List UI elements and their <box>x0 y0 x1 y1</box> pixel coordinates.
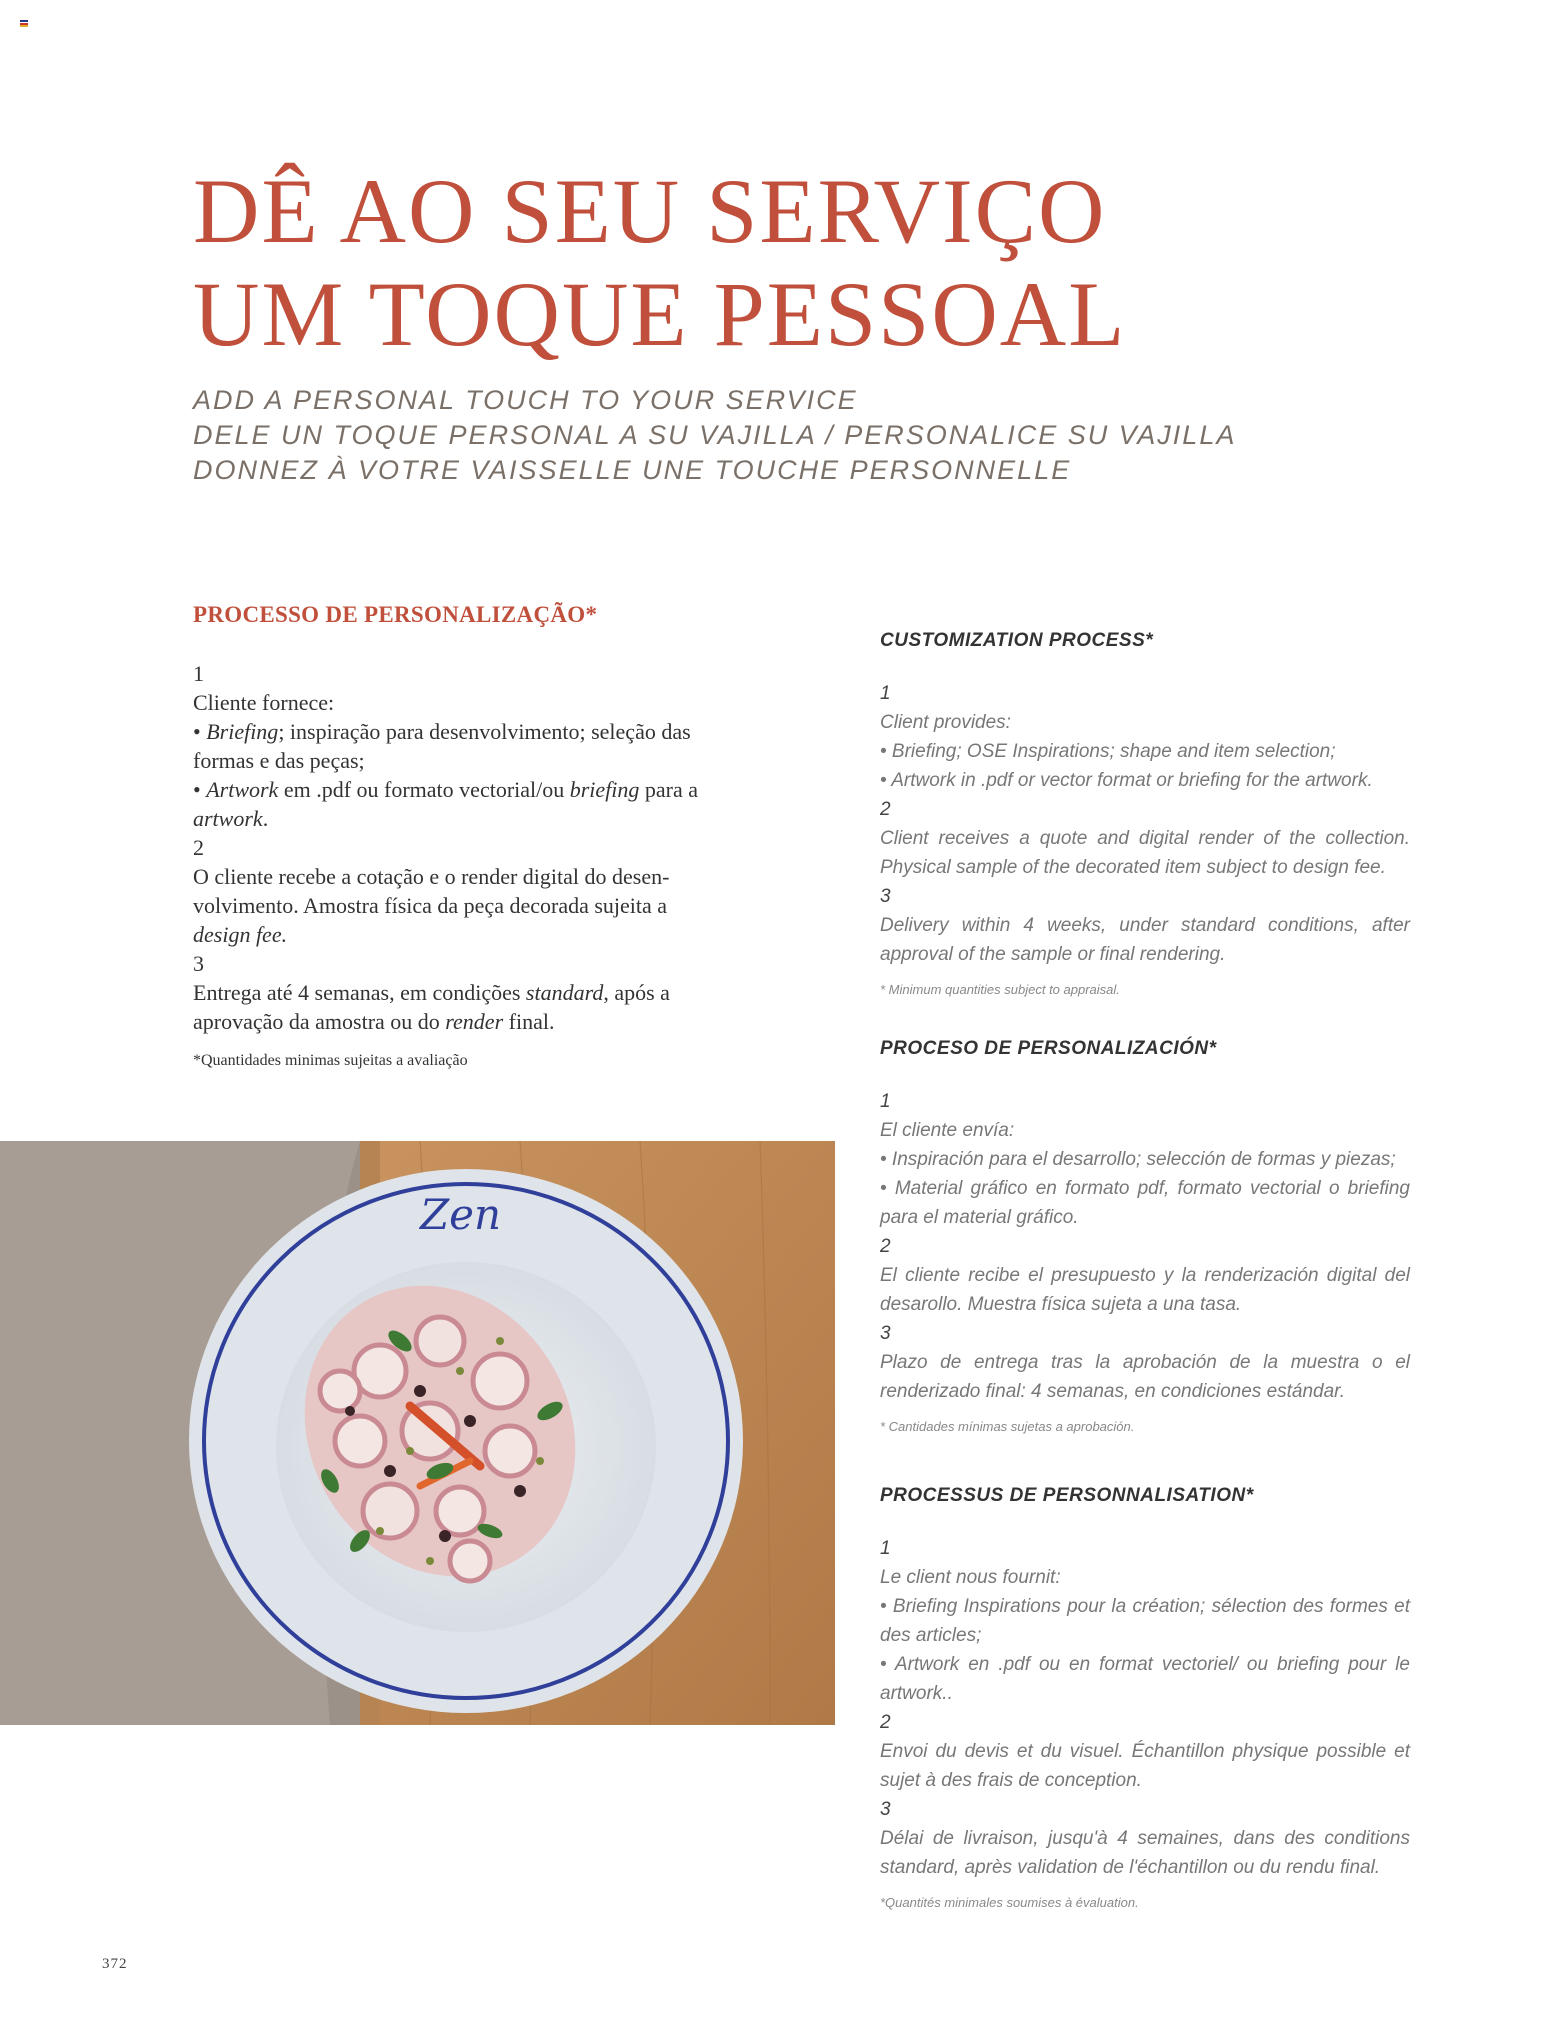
es-b2: • Material gráfico en formato pdf, formato vectorial o briefing para el material gráfico. <box>880 1178 1410 1228</box>
plate-logo: Zen <box>420 1190 502 1239</box>
fr-b1: • Briefing Inspirations pour la création; sélection des formes et des articles; <box>880 1596 1410 1646</box>
en-t2: Client receives a quote and digital render of the collection. Physical sample of the decorated item subject to design fee. <box>880 828 1410 878</box>
en-n1: 1 <box>880 683 891 704</box>
pt-step3-italic2: render <box>445 1009 504 1034</box>
pt-step2-text <box>193 862 723 949</box>
flag-icon <box>20 20 28 27</box>
title-line-2: UM TOQUE PESSOAL <box>193 263 1127 365</box>
pt-step1-intro: Cliente fornece: <box>193 690 335 715</box>
pt-step3-c: final. <box>503 1009 555 1034</box>
pt-step1-bullet1: • Briefing; inspiração para desenvolvimento; seleção das formas e das peças; <box>193 719 691 773</box>
pt-b2-italic: Artwork <box>206 777 279 802</box>
pt-step2-italic: design fee. <box>193 922 288 947</box>
es-n2: 2 <box>880 1236 891 1257</box>
en-n3: 3 <box>880 886 891 907</box>
pt-step3-italic: standard <box>525 980 604 1005</box>
pt-step1-bullet2: • Artwork em .pdf ou formato vectorial/ou briefing para a artwork. <box>193 777 699 831</box>
pt-b2-italic2: briefing <box>569 777 640 802</box>
plate-illustration <box>0 1141 835 1725</box>
fr-note: *Quantités minimales soumises à évaluation. <box>880 1895 1139 1910</box>
subtitle-es: DELE UN TOQUE PERSONAL A SU VAJILLA / PERSONALICE SU VAJILLA <box>193 420 1237 450</box>
es-l1: El cliente envía: <box>880 1120 1015 1141</box>
es-t3: Plazo de entrega tras la aprobación de la muestra o el renderizado final: 4 semanas, en condiciones estándar. <box>880 1352 1410 1402</box>
en-b1: • Briefing; OSE Inspirations; shape and item selection; <box>880 741 1336 762</box>
fr-n3: 3 <box>880 1799 891 1820</box>
pt-step3-a: Entrega até 4 semanas, em condições <box>193 980 526 1005</box>
fr-t2: Envoi du devis et du visuel. Échantillon physique possible et sujet à des frais de conception. <box>880 1741 1410 1791</box>
fr-b2: • Artwork en .pdf ou en format vectoriel/ ou briefing pour le artwork.. <box>880 1654 1410 1704</box>
pt-step3-text <box>193 978 723 1036</box>
en-b2: • Artwork in .pdf or vector format or briefing for the artwork. <box>880 770 1373 791</box>
en-l1: Client provides: <box>880 712 1011 733</box>
en-heading: CUSTOMIZATION PROCESS* <box>880 630 1154 651</box>
pt-heading: PROCESSO DE PERSONALIZAÇÃO* <box>193 602 598 627</box>
en-note: * Minimum quantities subject to appraisal. <box>880 982 1120 997</box>
pt-step2-num: 2 <box>193 835 204 860</box>
es-section <box>880 1034 1410 1441</box>
page-number: 372 <box>102 1956 128 1972</box>
en-section <box>880 626 1410 1004</box>
pt-note: *Quantidades minimas sujeitas a avaliação <box>193 1052 468 1069</box>
pt-step3-b: , após a aprovação da amostra ou do <box>193 980 670 1034</box>
en-t3: Delivery within 4 weeks, under standard conditions, after approval of the sample or final rendering. <box>880 915 1410 965</box>
es-t2: El cliente recibe el presupuesto y la renderización digital del desarollo. Muestra física sujeta a una tasa. <box>880 1265 1410 1315</box>
pt-b2-dot: . <box>262 806 269 831</box>
pt-step1-num: 1 <box>193 661 204 686</box>
es-note: * Cantidades mínimas sujetas a aprobación. <box>880 1419 1135 1434</box>
fr-n2: 2 <box>880 1712 891 1733</box>
subtitle-fr: DONNEZ À VOTRE VAISSELLE UNE TOUCHE PERSONNELLE <box>193 455 1072 485</box>
es-n3: 3 <box>880 1323 891 1344</box>
es-heading: PROCESO DE PERSONALIZACIÓN* <box>880 1038 1217 1059</box>
fr-t3: Délai de livraison, jusqu'à 4 semaines, dans des conditions standard, après validation de l'échantillon ou du rendu final. <box>880 1828 1410 1878</box>
es-n1: 1 <box>880 1091 891 1112</box>
pt-section <box>193 600 723 1075</box>
page-title <box>193 160 1126 366</box>
fr-heading: PROCESSUS DE PERSONNALISATION* <box>880 1485 1254 1506</box>
food-photo <box>0 1141 835 1725</box>
subtitle-block <box>193 383 1236 488</box>
es-b1: • Inspiración para el desarrollo; selección de formas y piezas; <box>880 1149 1396 1170</box>
fr-section <box>880 1481 1410 1917</box>
translations-column <box>880 626 1410 1947</box>
pt-b2-mid: em .pdf ou formato vectorial/ou <box>278 777 570 802</box>
fr-l1: Le client nous fournit: <box>880 1567 1061 1588</box>
pt-b1-rest: ; inspiração para desenvolvimento; seleção das formas e das peças; <box>193 719 691 773</box>
fr-n1: 1 <box>880 1538 891 1559</box>
pt-step2-body: O cliente recebe a cotação e o render digital do desen-volvimento. Amostra física da peça decorada sujeita a <box>193 864 670 918</box>
en-n2: 2 <box>880 799 891 820</box>
pt-b2-italic3: artwork <box>193 806 263 831</box>
pt-b1-italic: Briefing <box>206 719 279 744</box>
title-line-1: DÊ AO SEU SERVIÇO <box>193 160 1107 262</box>
pt-step3-num: 3 <box>193 951 204 976</box>
subtitle-en: ADD A PERSONAL TOUCH TO YOUR SERVICE <box>193 385 858 415</box>
pt-b2-end: para a <box>639 777 699 802</box>
